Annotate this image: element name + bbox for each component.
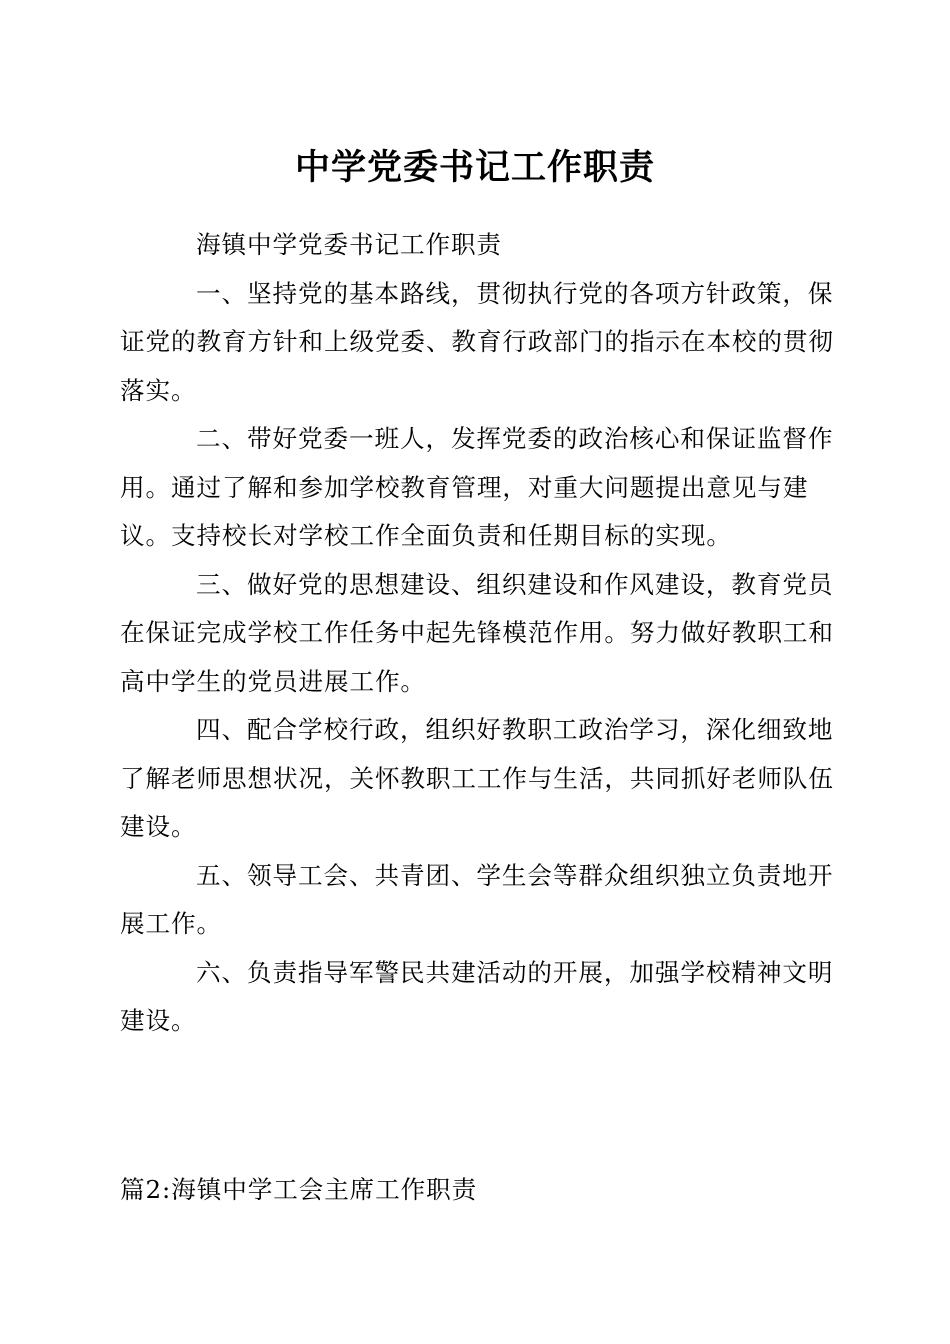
document-title: 中学党委书记工作职责: [294, 147, 655, 188]
paragraph-4: 四、配合学校行政，组织好教职工政治学习，深化细致地了解老师思想状况，关怀教职工工作与生活，共同抓好老师队伍建设。: [120, 715, 834, 841]
next-section-heading: 篇2:海镇中学工会主席工作职责: [120, 1175, 478, 1204]
paragraph-3: 三、做好党的思想建设、组织建设和作风建设，教育党员在保证完成学校工作任务中起先锋模范作用。努力做好教职工和高中学生的党员进展工作。: [120, 569, 834, 696]
paragraph-5: 五、领导工会、共青团、学生会等群众组织独立负责地开展工作。: [120, 860, 834, 938]
document-body: [120, 221, 834, 1046]
paragraph-2: 二、带好党委一班人，发挥党委的政治核心和保证监督作用。通过了解和参加学校教育管理，对重大问题提出意见与建议。支持校长对学校工作全面负责和任期目标的实现。: [120, 424, 834, 550]
document-subtitle: 海镇中学党委书记工作职责: [196, 230, 502, 259]
paragraph-1: 一、坚持党的基本路线，贯彻执行党的各项方针政策，保证党的教育方针和上级党委、教育行政部门的指示在本校的贯彻落实。: [120, 278, 834, 405]
paragraph-6: 六、负责指导军警民共建活动的开展，加强学校精神文明建设。: [120, 957, 834, 1035]
